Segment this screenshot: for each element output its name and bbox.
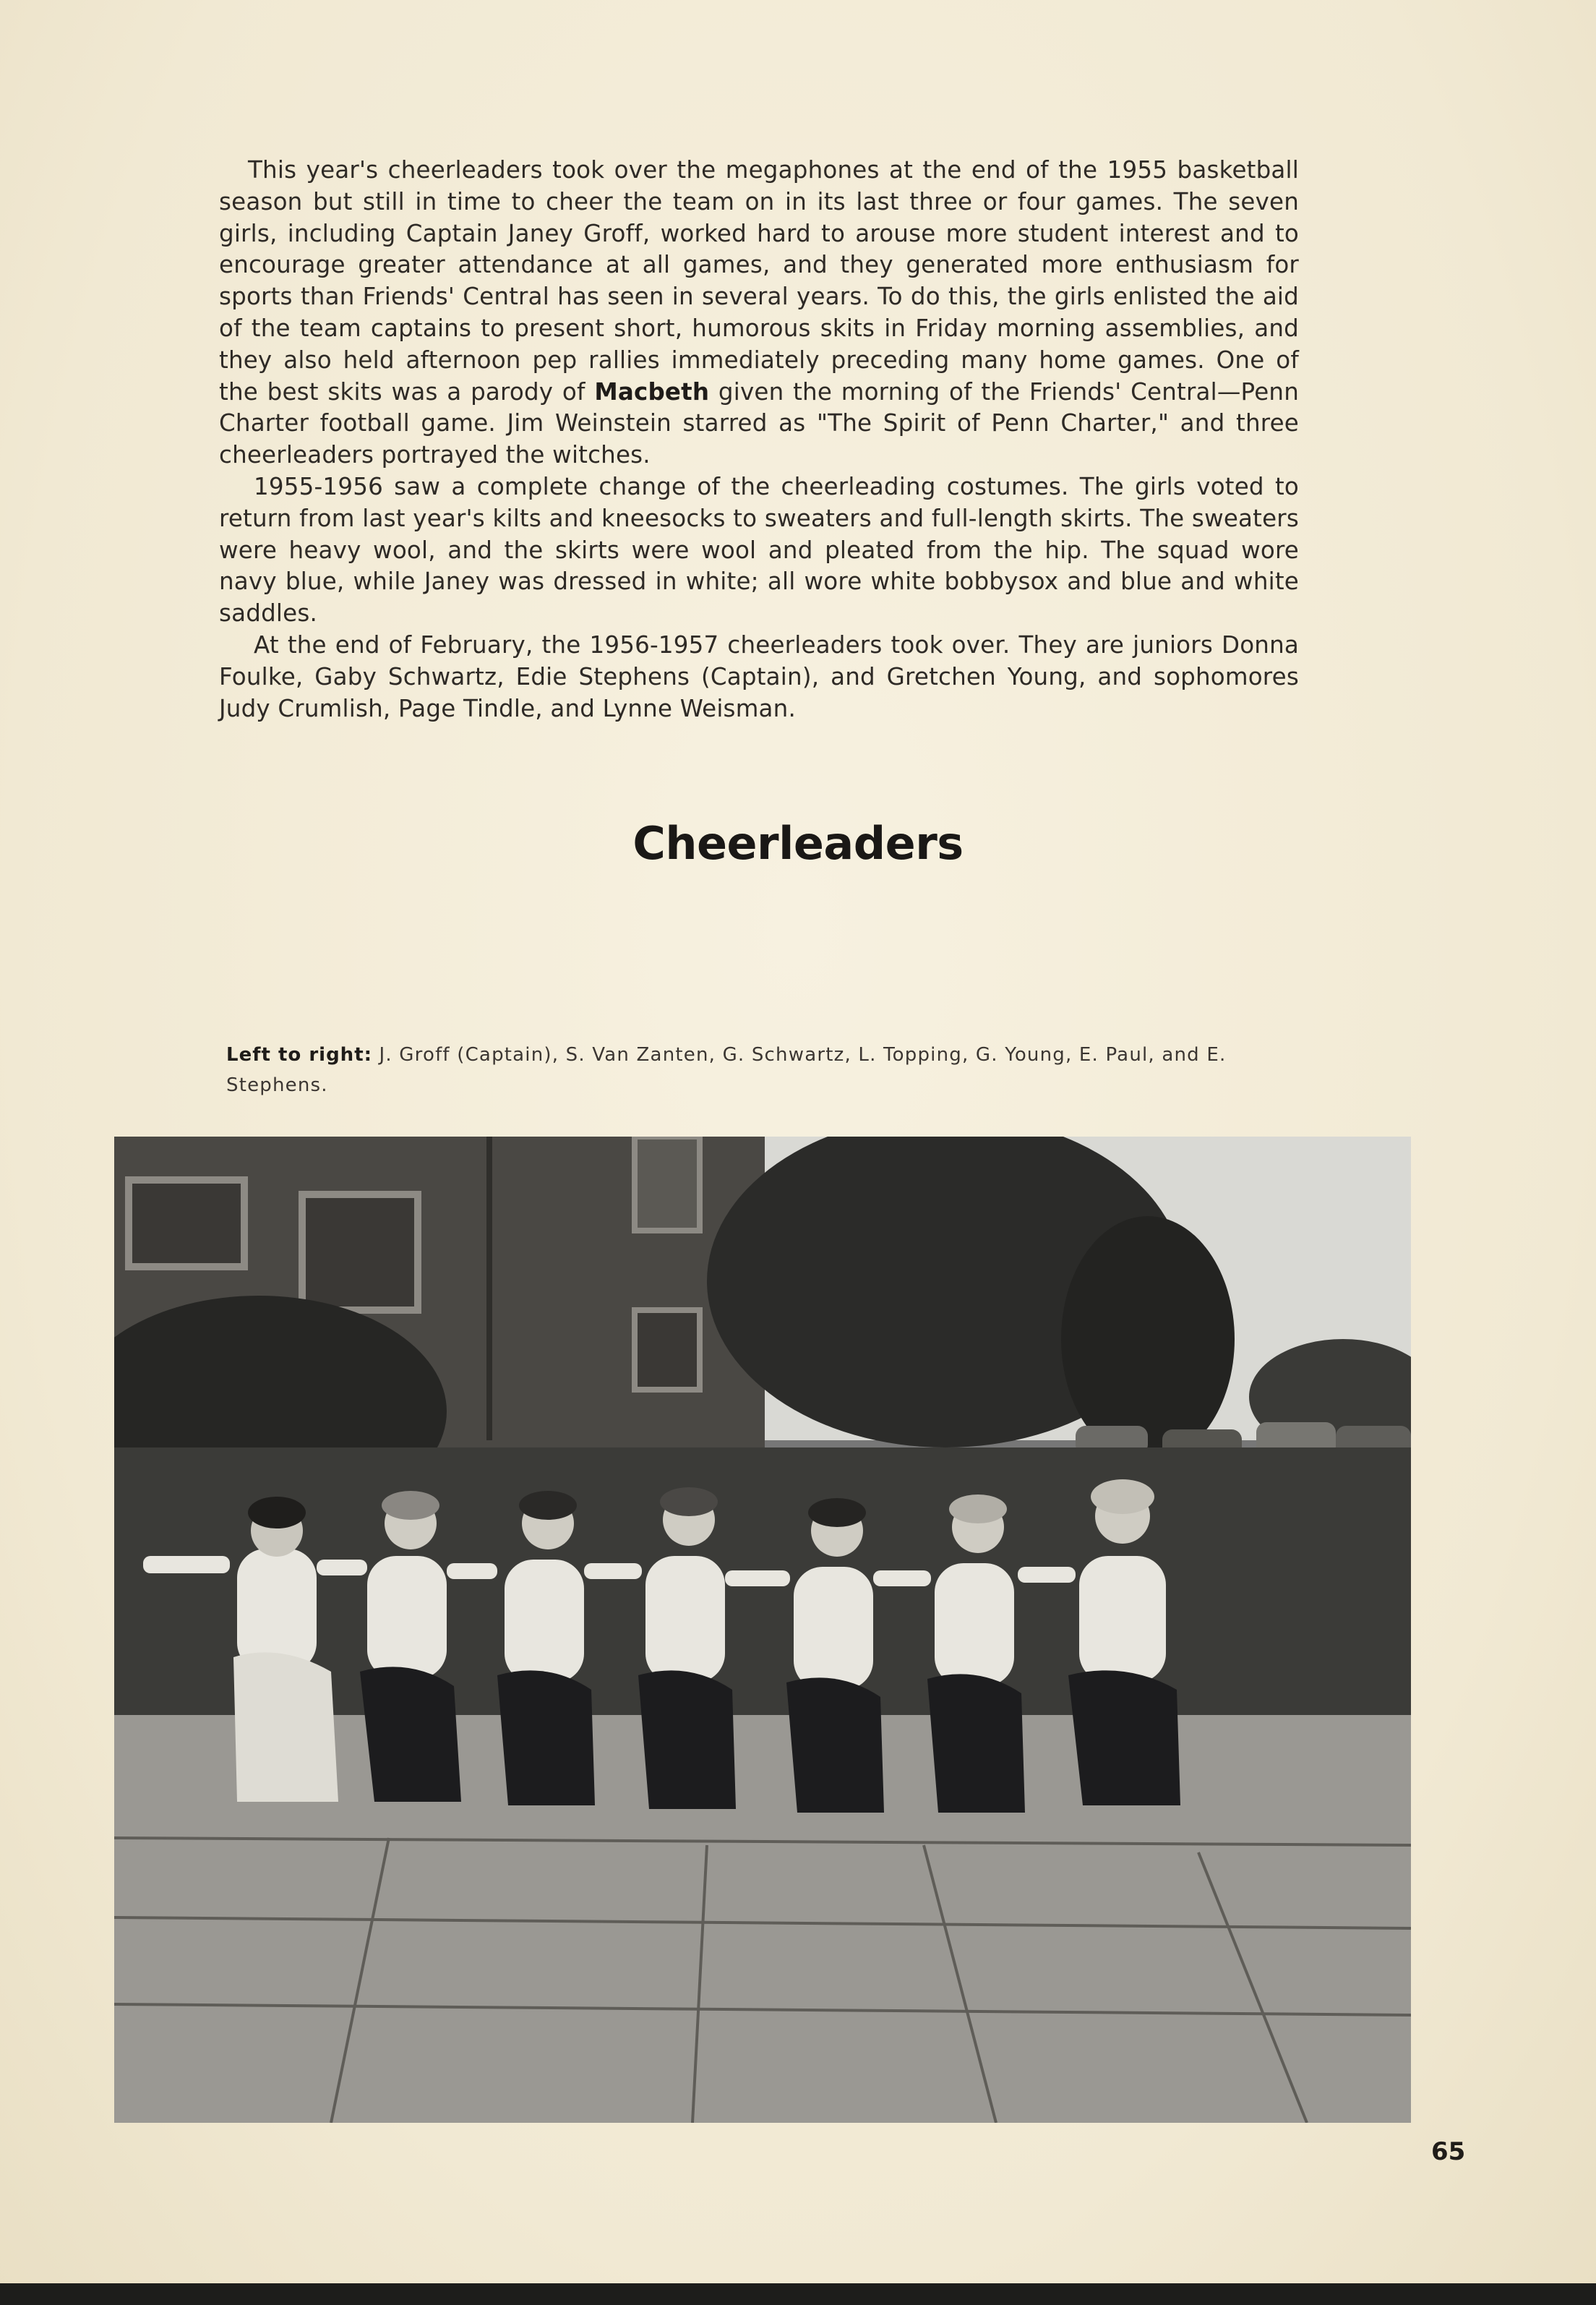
play-title-macbeth: Macbeth [594, 377, 710, 406]
page-number: 65 [1431, 2137, 1466, 2166]
photo-illustration [114, 1137, 1411, 2123]
photo-caption [226, 1040, 1310, 1100]
photo-tree [1061, 1216, 1235, 1462]
paragraph-1-text-a: This year's cheerleaders took over the megaphones at the end of the 1955 basketball season but still in time to cheer the team on in its last three or four games. The seven girls, including Captain Janey Groff, worked hard to arouse more student interest and to encourage greater attendance at all games, and they generated more enthusiasm for sports than Friends' Central has seen in several years. To do this, the girls enlisted the aid of the team captains to present short, humorous skits in Friday morning assemblies, and they also held afternoon pep rallies immediately preceding many home games. One of the best skits was a parody of [219, 156, 1299, 406]
photo-window [302, 1194, 418, 1310]
photo-window [635, 1137, 700, 1231]
photo-drainpipe [486, 1137, 492, 1440]
paragraph-2: 1955-1956 saw a complete change of the cheerleading costumes. The girls voted to return from last year's kilts and kneesocks to sweaters and full-length skirts. The sweaters were heavy wool, and the skirts were wool and pleated from the hip. The squad wore navy blue, while Janey was dressed in white; all wore white bobbysox and blue and white saddles. [219, 472, 1299, 628]
paragraph-3: At the end of February, the 1956-1957 cheerleaders took over. They are juniors Donna Foulke, Gaby Schwartz, Edie Stephens (Captain), and Gretchen Young, and sophomores Judy Crumlish, Page Tindle, and Lynne Weisman. [219, 630, 1299, 722]
section-heading: Cheerleaders [632, 817, 964, 870]
photo-window [129, 1180, 244, 1267]
article-body [219, 155, 1299, 724]
paragraph-1-text-b: given the morning of the Friends' Central—Penn Charter football game. Jim Weinstein starred as "The Spirit of Penn Charter," and three cheerleaders portrayed the witches. [219, 377, 1299, 469]
paragraph-1 [219, 155, 1299, 471]
page-bottom-edge [0, 2283, 1596, 2305]
caption-lead: Left to right: [226, 1044, 373, 1066]
caption-names: J. Groff (Captain), S. Van Zanten, G. Schwartz, L. Topping, G. Young, E. Paul, and E. Stephens. [226, 1044, 1227, 1096]
photo-window [635, 1310, 700, 1390]
cheerleaders-photo [114, 1137, 1411, 2123]
